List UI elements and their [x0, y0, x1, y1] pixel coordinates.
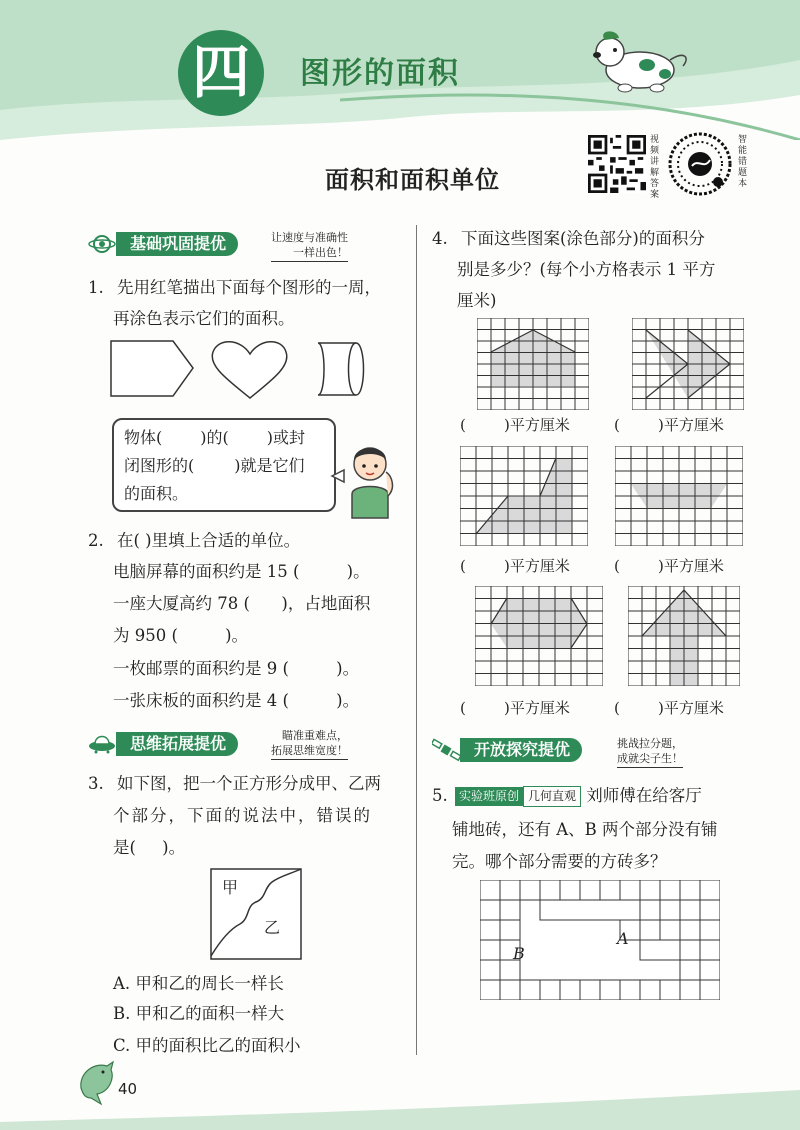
- satellite-icon: [432, 738, 462, 762]
- question-3: [88, 768, 418, 799]
- bubble-text: )的(: [200, 428, 229, 447]
- section-basic-header: [88, 232, 408, 258]
- pattern-grid-1: [477, 318, 589, 410]
- question-5-number: 5.: [432, 786, 448, 805]
- heart-shape: [212, 342, 287, 398]
- section-thinking-note-line1: 瞄准重难点，: [282, 729, 348, 742]
- question-1-shapes: [108, 338, 408, 400]
- dog-mascot-icon: [585, 30, 695, 98]
- bubble-text: 物体(: [124, 428, 163, 447]
- question-2-line5: 一枚邮票的面积约是 9 ( )。: [113, 659, 360, 678]
- question-5-line3: 完。哪个部分需要的方砖多？: [452, 852, 667, 871]
- chapter-title: 图形的面积: [300, 56, 460, 91]
- bubble-text: )或封: [266, 428, 305, 447]
- answer-blank-grid-3[interactable]: ( )平方厘米: [460, 557, 570, 575]
- qr-error-book-label: 智能错题本: [738, 135, 748, 189]
- page-number: 40: [118, 1080, 138, 1098]
- question-4-line1: 下面这些图案(涂色部分)的面积分: [461, 229, 705, 248]
- section-thinking-header: [88, 729, 408, 758]
- question-5-line2: 铺地砖，还有 A、B 两个部分没有铺: [452, 820, 718, 839]
- question-1: [88, 272, 418, 303]
- qr-code-icon[interactable]: [588, 135, 646, 193]
- pattern-grid-4: [615, 446, 743, 546]
- label-yi: 乙: [264, 918, 281, 937]
- section-explore-header: [432, 738, 752, 764]
- ufo-icon: [88, 732, 118, 756]
- question-2-line1: 在( )里填上合适的单位。: [117, 531, 301, 550]
- question-3-line3: 是( )。: [113, 838, 186, 857]
- question-3-line2: 个部分，下面的说法中，错误的: [113, 806, 372, 825]
- question-1-line1: 先用红笔描出下面每个图形的一周，: [117, 278, 381, 297]
- bubble-text: )就是它们: [234, 456, 305, 475]
- pattern-grid-6: [628, 586, 740, 686]
- bubble-text: 闭图形的(: [124, 456, 195, 475]
- question-3-number: 3.: [88, 774, 104, 793]
- bubble-line2: [124, 452, 305, 480]
- question-2-line3: 一座大厦高约 78 ( )，占地面积: [113, 594, 371, 613]
- answer-blank-grid-4[interactable]: ( )平方厘米: [614, 557, 724, 575]
- answer-blank-grid-1[interactable]: ( )平方厘米: [460, 416, 570, 434]
- definition-bubble: [112, 418, 336, 512]
- bubble-line3: 的面积。: [124, 484, 189, 503]
- planet-icon: [88, 232, 118, 256]
- tag-geometry: 几何直观: [523, 786, 581, 807]
- question-1-number: 1.: [88, 278, 104, 297]
- question-3-option-c[interactable]: C. 甲的面积比乙的面积小: [113, 1036, 301, 1055]
- region-b-label: B: [513, 944, 525, 963]
- section-explore-note: [617, 736, 683, 768]
- question-4-line2: 别是多少？(每个小方格表示 1 平方: [457, 260, 716, 279]
- column-divider: [416, 225, 417, 1055]
- section-thinking-note: [271, 728, 348, 760]
- pattern-grid-5: [475, 586, 603, 686]
- qr-video-label: 视频讲解答案: [650, 135, 660, 200]
- question-4-line3: 厘米): [457, 291, 497, 310]
- boy-illustration-icon: [330, 440, 410, 520]
- section-explore-note-line2: 成就尖子生！: [617, 752, 683, 765]
- region-a-label: A: [617, 929, 629, 948]
- pattern-grid-2: [632, 318, 744, 410]
- question-2-line6: 一张床板的面积约是 4 ( )。: [113, 691, 360, 710]
- cylinder-shape: [318, 343, 364, 395]
- section-basic-note-line1: 让速度与准确性: [271, 231, 348, 244]
- question-4: [432, 223, 772, 254]
- tag-original: 实验班原创: [455, 787, 523, 806]
- question-2-line4: 为 950 ( )。: [113, 626, 249, 645]
- section-explore-note-line1: 挑战拉分题，: [617, 737, 683, 750]
- question-2-line2: 电脑屏幕的面积约是 15 ( )。: [113, 562, 370, 581]
- bubble-line1: [124, 424, 305, 452]
- question-5: [432, 780, 782, 811]
- question-1-line2: 再涂色表示它们的面积。: [113, 309, 295, 328]
- smart-qr-icon[interactable]: [668, 132, 732, 196]
- question-3-option-b[interactable]: B. 甲和乙的面积一样大: [113, 1004, 285, 1023]
- question-4-number: 4.: [432, 229, 448, 248]
- section-thinking-note-line2: 拓展思维宽度！: [271, 744, 348, 757]
- chapter-number-badge: 四: [178, 30, 264, 116]
- section-basic-note: [271, 230, 348, 262]
- section-basic-title: 基础巩固提优: [116, 232, 238, 256]
- answer-blank-grid-5[interactable]: ( )平方厘米: [460, 699, 570, 717]
- answer-blank-grid-2[interactable]: ( )平方厘米: [614, 416, 724, 434]
- label-jia: 甲: [222, 878, 239, 897]
- lesson-title: 面积和面积单位: [325, 166, 500, 194]
- dolphin-icon: [75, 1058, 117, 1110]
- section-explore-title: 开放探究提优: [460, 738, 582, 762]
- pentagon-shape: [111, 341, 193, 396]
- question-2-number: 2.: [88, 531, 104, 550]
- question-3-option-a[interactable]: A. 甲和乙的周长一样长: [113, 974, 284, 993]
- section-thinking-title: 思维拓展提优: [116, 732, 238, 756]
- pattern-grid-3: [460, 446, 588, 546]
- answer-blank-grid-6[interactable]: ( )平方厘米: [614, 699, 724, 717]
- question-5-line1: 刘师傅在给客厅: [586, 786, 702, 805]
- question-2: [88, 525, 418, 556]
- section-basic-note-line2: 一样出色！: [293, 246, 348, 259]
- question-3-line1: 如下图，把一个正方形分成甲、乙两: [117, 774, 381, 793]
